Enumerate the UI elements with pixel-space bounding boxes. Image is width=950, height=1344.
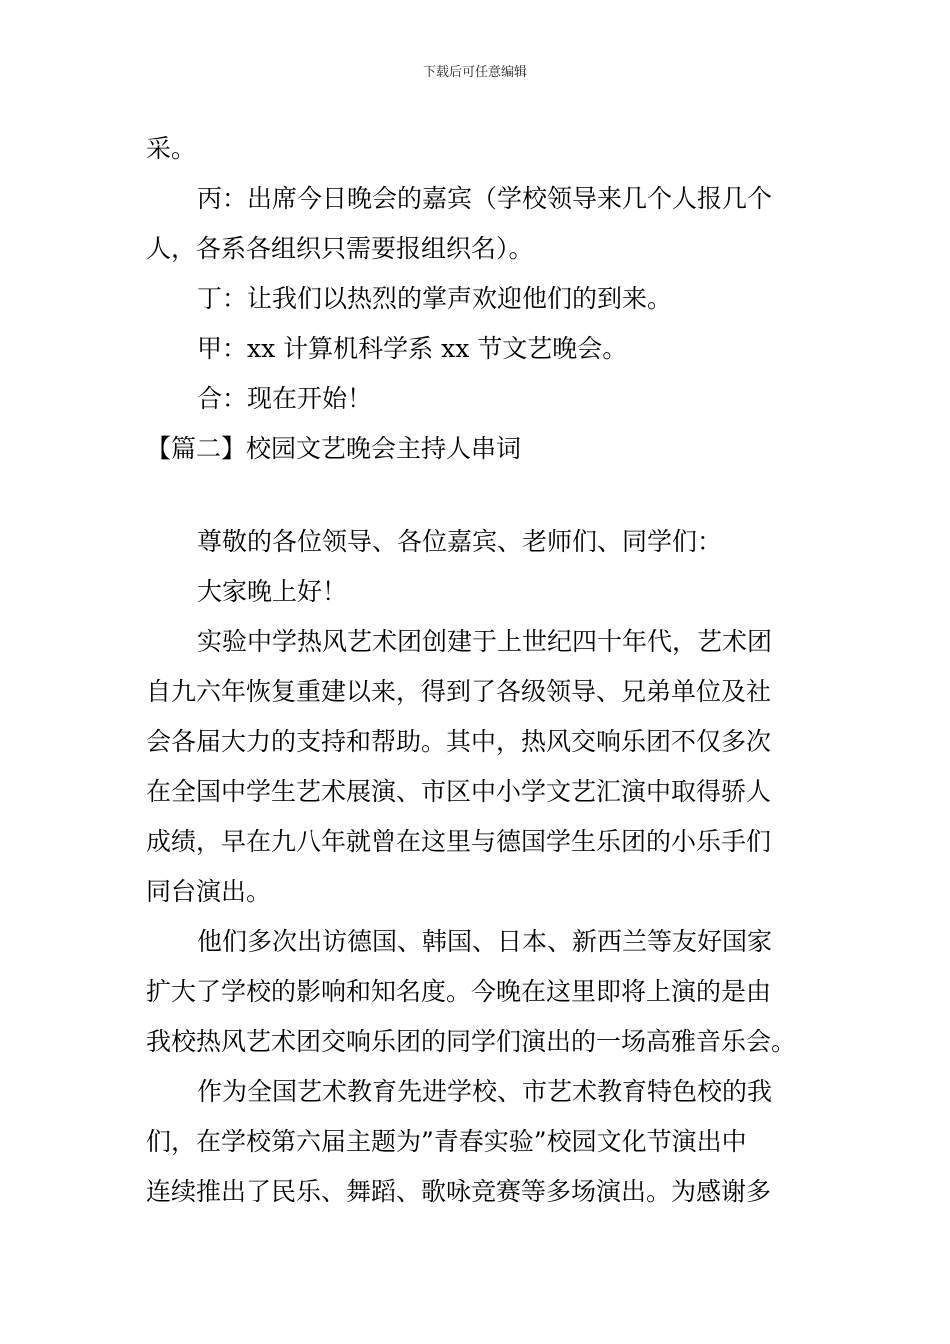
text-line: 丁：让我们以热烈的掌声欢迎他们的到来。 bbox=[197, 284, 673, 313]
text-line: 成绩，早在九八年就曾在这里与德国学生乐团的小乐手们 bbox=[146, 827, 772, 856]
text-line: 大家晚上好！ bbox=[197, 577, 348, 606]
text-line: 作为全国艺术教育先进学校、市艺术教育特色校的我 bbox=[197, 1077, 773, 1106]
text-line: 在全国中学生艺术展演、市区中小学文艺汇演中取得骄人 bbox=[146, 777, 772, 806]
text-line: 甲：xx 计算机科学系 xx 节文艺晚会。 bbox=[197, 334, 628, 363]
text-line: 采。 bbox=[146, 134, 197, 163]
page-header: 下载后可任意编辑 bbox=[422, 65, 527, 80]
text-line: 他们多次出访德国、韩国、日本、新西兰等友好国家 bbox=[197, 927, 773, 956]
text-line: 们，在学校第六届主题为”青春实验”校园文化节演出中 bbox=[146, 1127, 747, 1156]
text-line: 会各届大力的支持和帮助。其中，热风交响乐团不仅多次 bbox=[146, 727, 772, 756]
text-line: 丙：出席今日晚会的嘉宾（学校领导来几个人报几个 bbox=[197, 184, 773, 213]
text-line: 扩大了学校的影响和知名度。今晚在这里即将上演的是由 bbox=[146, 977, 772, 1006]
text-line: 人，各系各组织只需要报组织名）。 bbox=[146, 234, 534, 263]
text-line: 同台演出。 bbox=[146, 877, 272, 906]
section-heading: 【篇二】校园文艺晚会主持人串词 bbox=[146, 434, 522, 463]
text-line: 实验中学热风艺术团创建于上世纪四十年代，艺术团 bbox=[197, 627, 773, 656]
text-line: 连续推出了民乐、舞蹈、歌咏竞赛等多场演出。为感谢多 bbox=[146, 1177, 772, 1206]
blank-line bbox=[146, 474, 808, 517]
document-body bbox=[146, 124, 808, 1217]
text-line: 自九六年恢复重建以来，得到了各级领导、兄弟单位及社 bbox=[146, 677, 772, 706]
text-line: 尊敬的各位领导、各位嘉宾、老师们、同学们： bbox=[197, 527, 723, 556]
text-line: 合：现在开始！ bbox=[197, 384, 373, 413]
text-line: 我校热风艺术团交响乐团的同学们演出的一场高雅音乐会。 bbox=[146, 1027, 797, 1056]
